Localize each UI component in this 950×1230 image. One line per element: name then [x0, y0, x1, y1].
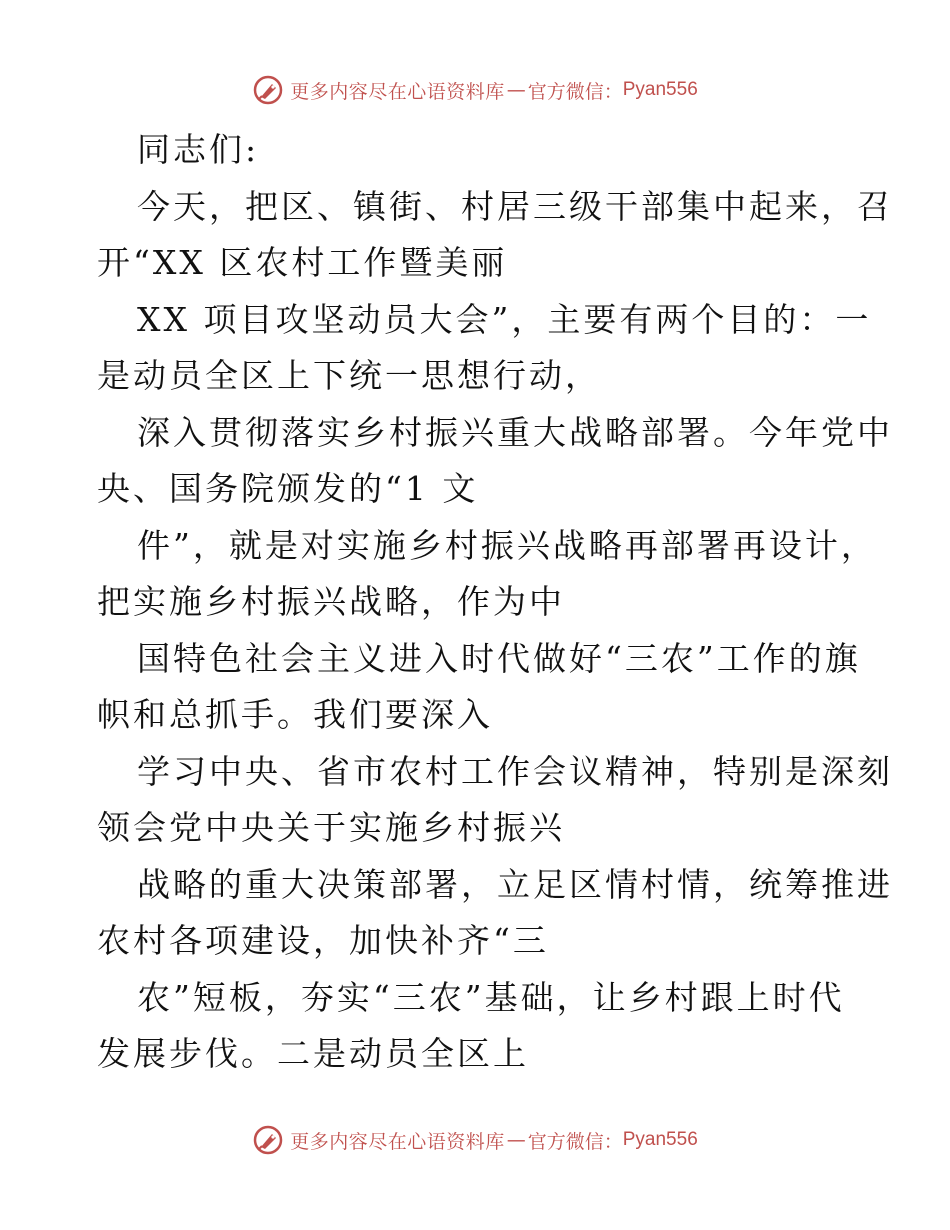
pen-nib-logo-icon	[252, 1124, 284, 1156]
watermark-dash: —	[506, 1129, 526, 1151]
document-line: 央、国务院颁发的“1 文	[97, 469, 479, 508]
watermark-dash: —	[506, 79, 526, 101]
watermark-text: 更多内容尽在心语资料库	[290, 80, 505, 103]
document-line: 件”，就是对实施乡村振兴战略再部署再设计，	[137, 525, 877, 565]
document-line: 今天，把区、镇街、村居三级干部集中起来，召	[137, 186, 893, 226]
document-line: 战略的重大决策部署，立足区情村情，统筹推进	[137, 864, 893, 904]
watermark-wechat-id: Pyan556	[622, 79, 698, 100]
watermark-wechat-id: Pyan556	[622, 1129, 698, 1150]
document-line: 同志们:	[137, 130, 260, 169]
document-line: 是动员全区上下统一思想行动，	[97, 356, 601, 395]
document-line: 发展步伐。二是动员全区上	[97, 1034, 529, 1073]
document-line: 国特色社会主义进入时代做好“三农”工作的旗	[137, 638, 861, 678]
document-line: XX 项目攻坚动员大会”，主要有两个目的：一	[137, 299, 872, 339]
document-line: 学习中央、省市农村工作会议精神，特别是深刻	[137, 751, 893, 791]
document-line: 开“XX 区农村工作暨美丽	[97, 243, 508, 282]
document-line: 把实施乡村振兴战略，作为中	[97, 582, 565, 621]
document-line: 帜和总抓手。我们要深入	[97, 695, 493, 734]
document-line: 领会党中央关于实施乡村振兴	[97, 808, 565, 847]
document-body	[97, 122, 893, 1083]
document-line: 农村各项建设，加快补齐“三	[97, 921, 549, 960]
footer-watermark	[0, 1124, 950, 1156]
pen-nib-logo-icon	[252, 74, 284, 106]
header-watermark	[0, 74, 950, 106]
watermark-wechat-label: 官方微信：	[527, 80, 623, 103]
watermark-wechat-label: 官方微信：	[527, 1130, 623, 1153]
watermark-text: 更多内容尽在心语资料库	[290, 1130, 505, 1153]
document-line: 农”短板，夯实“三农”基础，让乡村跟上时代	[137, 977, 845, 1017]
document-line: 深入贯彻落实乡村振兴重大战略部署。今年党中	[137, 412, 893, 452]
